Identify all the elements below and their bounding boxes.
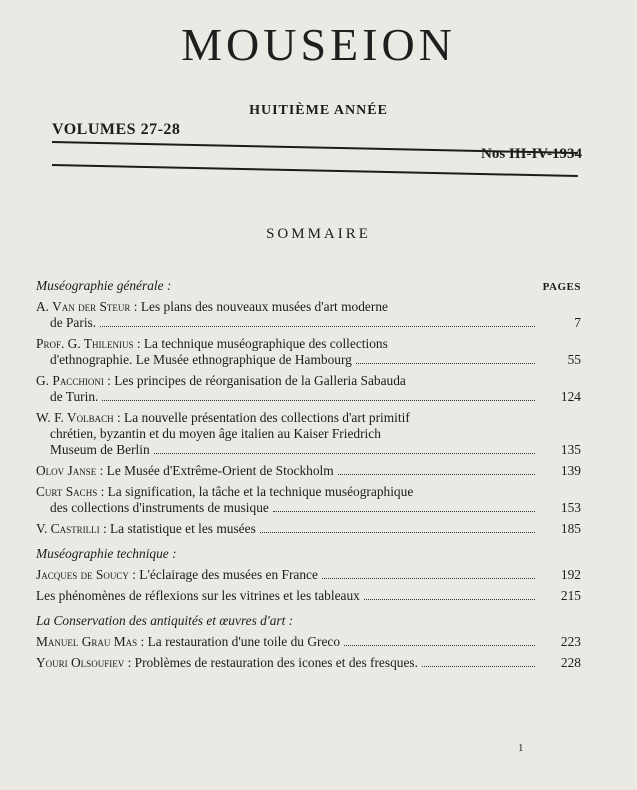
dot-leader	[322, 578, 535, 579]
entry-title-text: Les phénomènes de réflexions sur les vitrines et les tableaux	[36, 588, 360, 603]
toc-entry-line	[36, 373, 539, 389]
entry-title-text: : La signification, la tâche et la technique muséographique	[100, 484, 414, 499]
dot-leader	[338, 474, 535, 475]
toc-entry-text	[36, 567, 539, 583]
toc-entry-line	[36, 567, 539, 583]
entry-page-number: 185	[560, 521, 581, 536]
toc-entry-line	[36, 352, 539, 368]
toc-entry	[36, 336, 581, 368]
table-of-contents	[36, 274, 581, 676]
entry-title-text: de Turin.	[50, 389, 99, 404]
toc-entry	[36, 567, 581, 583]
toc-entry	[36, 634, 581, 650]
dot-leader	[364, 599, 535, 600]
entry-title-text: : La restauration d'une toile du Greco	[140, 634, 341, 649]
section-title: Muséographie générale :	[36, 278, 172, 293]
entry-page-number: 215	[560, 588, 581, 603]
toc-entry-text	[36, 410, 539, 458]
entry-title-text: : Les principes de réorganisation de la Galleria Sabauda	[107, 373, 406, 388]
entry-title-text: : Problèmes de restauration des icones et des fresques.	[127, 655, 418, 670]
section-heading-row	[36, 542, 581, 564]
entry-author: G. Pacchioni	[36, 373, 104, 388]
entry-title-text: : La technique muséographique des collections	[136, 336, 388, 351]
toc-entry-text	[36, 336, 539, 368]
entry-author: V. Castrilli	[36, 521, 100, 536]
toc-entry	[36, 484, 581, 516]
entry-title-text: chrétien, byzantin et du moyen âge italien au Kaiser Friedrich	[50, 426, 381, 441]
pages-column-label: PAGES	[542, 281, 581, 293]
section-title: Muséographie technique :	[36, 546, 177, 561]
toc-entry-text	[36, 634, 539, 650]
entry-page-number: 55	[567, 352, 581, 367]
entry-title-text: : Le Musée d'Extrême-Orient de Stockholm	[99, 463, 334, 478]
entry-author: Jacques de Soucy	[36, 567, 129, 582]
toc-entry-text	[36, 655, 539, 671]
toc-entry	[36, 299, 581, 331]
toc-entry-line	[36, 442, 539, 458]
toc-entry-line	[36, 389, 539, 405]
dot-leader	[344, 645, 535, 646]
entry-page-number: 228	[560, 655, 581, 670]
header-rule-bottom	[52, 164, 578, 177]
section-heading-row	[36, 609, 581, 631]
toc-entry-line	[36, 634, 539, 650]
entry-title-text: Museum de Berlin	[50, 442, 150, 457]
toc-entry-line	[36, 500, 539, 516]
journal-subtitle: HUITIÈME ANNÉE	[249, 103, 388, 118]
toc-entry-text	[36, 521, 539, 537]
toc-entry-line	[36, 336, 539, 352]
toc-entry-text	[36, 373, 539, 405]
entry-author: Curt Sachs	[36, 484, 98, 499]
toc-entry-line	[36, 315, 539, 331]
volumes-label: VOLUMES 27-28	[52, 121, 181, 138]
toc-entry-line	[36, 655, 539, 671]
toc-entry-line	[36, 410, 539, 426]
dot-leader	[100, 326, 535, 327]
entry-page-number: 124	[560, 389, 581, 404]
toc-entry	[36, 463, 581, 479]
entry-page-number: 7	[574, 315, 581, 330]
section-heading-row	[36, 274, 581, 296]
dot-leader	[422, 666, 535, 667]
toc-entry	[36, 373, 581, 405]
entry-title-text: : La statistique et les musées	[102, 521, 256, 536]
dot-leader	[356, 363, 535, 364]
toc-entry-text	[36, 299, 539, 331]
entry-author: Manuel Grau Mas	[36, 634, 138, 649]
entry-author: W. F. Volbach	[36, 410, 114, 425]
toc-entry	[36, 521, 581, 537]
toc-entry-line	[36, 521, 539, 537]
section-title: La Conservation des antiquités et œuvres d'art :	[36, 613, 294, 628]
sommaire-heading: SOMMAIRE	[266, 226, 371, 242]
dot-leader	[273, 511, 535, 512]
entry-page-number: 192	[560, 567, 581, 582]
journal-title: MOUSEION	[181, 19, 456, 70]
entry-title-text: : La nouvelle présentation des collections d'art primitif	[116, 410, 410, 425]
entry-title-text: : L'éclairage des musées en France	[132, 567, 318, 582]
toc-entry	[36, 410, 581, 458]
entry-title-text: de Paris.	[50, 315, 97, 330]
issue-label: Nos III-IV-1934	[481, 146, 582, 162]
dot-leader	[260, 532, 535, 533]
toc-entry-text	[36, 463, 539, 479]
entry-author: Prof. G. Thilenius	[36, 336, 134, 351]
dot-leader	[102, 400, 535, 401]
toc-entry-line	[36, 299, 539, 315]
toc-entry-line	[36, 463, 539, 479]
toc-entry-line	[36, 484, 539, 500]
toc-entry-line	[36, 426, 539, 442]
toc-entry	[36, 655, 581, 671]
toc-entry	[36, 588, 581, 604]
entry-title-text: des collections d'instruments de musique	[50, 500, 269, 515]
toc-entry-text	[36, 588, 539, 604]
entry-author: A. Van der Steur	[36, 299, 131, 314]
toc-entry-text	[36, 484, 539, 516]
dot-leader	[154, 453, 535, 454]
entry-author: Youri Olsoufiev	[36, 655, 125, 670]
entry-author: Olov Janse	[36, 463, 97, 478]
entry-page-number: 139	[560, 463, 581, 478]
toc-entry-line	[36, 588, 539, 604]
entry-page-number: 223	[560, 634, 581, 649]
entry-title-text: : Les plans des nouveaux musées d'art moderne	[133, 299, 388, 314]
entry-page-number: 135	[560, 442, 581, 457]
footer-mark: 1	[518, 742, 524, 754]
entry-page-number: 153	[560, 500, 581, 515]
entry-title-text: d'ethnographie. Le Musée ethnographique de Hambourg	[50, 352, 352, 367]
